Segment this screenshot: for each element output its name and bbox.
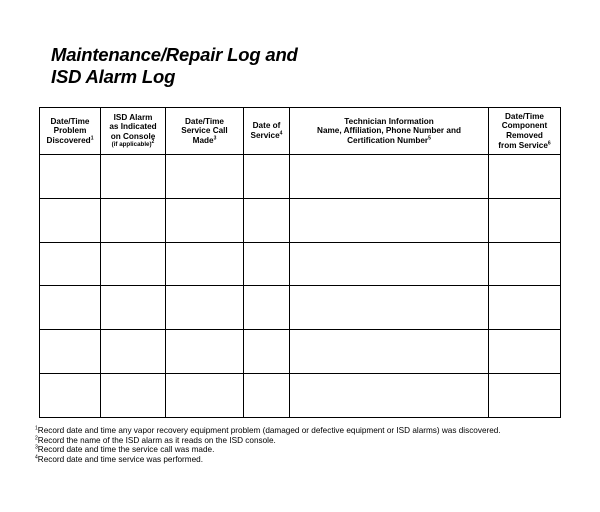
log-entry-cell[interactable] (40, 242, 101, 286)
table-row (40, 198, 561, 242)
log-entry-cell[interactable] (290, 242, 489, 286)
footnote-ref: 6 (547, 139, 551, 146)
col-header-isd-alarm (101, 108, 166, 155)
header-line: Date/Time (50, 116, 90, 126)
header-text: Certification Number (347, 135, 429, 145)
header-line: ISD Alarm (113, 112, 153, 122)
header-text: Service (250, 131, 280, 140)
log-entry-cell[interactable] (166, 330, 244, 374)
log-entry-cell[interactable] (40, 155, 101, 199)
header-text: (if applicable) (111, 141, 152, 149)
col-header-component-removed (489, 108, 561, 155)
footnote-text: Record date and time the service call was made. (37, 445, 215, 455)
footnote-1 (35, 426, 501, 436)
log-entry-cell[interactable] (290, 155, 489, 199)
log-entry-cell[interactable] (489, 374, 561, 418)
footnote-text: Record date and time service was performed. (37, 454, 203, 464)
log-entry-cell[interactable] (489, 286, 561, 330)
form-title-line-2: ISD Alarm Log (51, 66, 176, 87)
footnote-ref: 2 (151, 139, 155, 146)
log-entry-cell[interactable] (489, 198, 561, 242)
table-header-row (40, 108, 561, 155)
header-line: as Indicated (109, 122, 157, 132)
footnote-3 (35, 445, 501, 455)
footnote-text: Record the name of the ISD alarm as it reads on the ISD console. (37, 435, 276, 445)
header-text: Made (192, 135, 214, 145)
footnote-4 (35, 455, 501, 465)
footnote-number: 4 (35, 454, 38, 461)
log-entry-cell[interactable] (101, 330, 166, 374)
log-entry-cell[interactable] (40, 286, 101, 330)
footnote-number: 1 (35, 425, 38, 432)
header-line: Date/Time (505, 111, 544, 121)
footnote-2 (35, 436, 501, 446)
header-line: on Console (110, 131, 156, 141)
header-line (166, 136, 243, 146)
log-entry-cell[interactable] (244, 242, 290, 286)
log-entry-cell[interactable] (244, 330, 290, 374)
col-header-date-time-service-call-made (166, 108, 244, 155)
table-row (40, 155, 561, 199)
header-line (489, 141, 560, 151)
log-entry-cell[interactable] (40, 330, 101, 374)
log-entry-cell[interactable] (166, 374, 244, 418)
table-row (40, 242, 561, 286)
log-entry-cell[interactable] (244, 374, 290, 418)
footnote-number: 3 (35, 444, 38, 451)
log-entry-cell[interactable] (244, 155, 290, 199)
table-row (40, 286, 561, 330)
header-line (40, 136, 100, 146)
header-line: Problem (53, 126, 87, 136)
header-line: Name, Affiliation, Phone Number and (317, 126, 461, 136)
log-entry-cell[interactable] (489, 242, 561, 286)
log-entry-cell[interactable] (40, 198, 101, 242)
log-entry-cell[interactable] (101, 374, 166, 418)
log-entry-cell[interactable] (101, 155, 166, 199)
header-line (290, 136, 488, 146)
footnotes (35, 426, 501, 464)
log-table (39, 107, 561, 418)
log-entry-cell[interactable] (166, 286, 244, 330)
footnote-text: Record date and time any vapor recovery equipment problem (damaged or defective equipment or ISD alarms) was discovered. (37, 426, 501, 435)
log-entry-cell[interactable] (166, 242, 244, 286)
header-line: Date/Time (185, 116, 224, 126)
header-line: Date of (252, 121, 281, 131)
header-line: Service Call (181, 126, 228, 136)
footnote-ref: 5 (428, 135, 431, 142)
log-entry-cell[interactable] (101, 198, 166, 242)
header-line: Removed (506, 131, 543, 140)
log-entry-cell[interactable] (166, 155, 244, 199)
log-entry-cell[interactable] (489, 330, 561, 374)
form-title (51, 44, 298, 88)
table-row (40, 374, 561, 418)
log-entry-cell[interactable] (290, 286, 489, 330)
header-text: Discovered (46, 135, 91, 145)
col-header-date-of-service (244, 108, 290, 155)
log-entry-cell[interactable] (101, 242, 166, 286)
form-title-line-1: Maintenance/Repair Log and (51, 44, 298, 65)
log-entry-cell[interactable] (244, 198, 290, 242)
footnote-ref: 1 (90, 135, 94, 142)
header-line: Component (501, 121, 548, 131)
table-row (40, 330, 561, 374)
header-line (244, 131, 289, 141)
header-line (101, 141, 165, 149)
log-entry-cell[interactable] (166, 198, 244, 242)
log-entry-cell[interactable] (290, 198, 489, 242)
log-entry-cell[interactable] (244, 286, 290, 330)
header-line: Technician Information (344, 116, 434, 126)
header-text: from Service (498, 140, 548, 150)
log-entry-cell[interactable] (489, 155, 561, 199)
log-entry-cell[interactable] (290, 374, 489, 418)
col-header-date-time-problem-discovered (40, 108, 101, 155)
footnote-number: 2 (35, 434, 38, 441)
col-header-technician-information (290, 108, 489, 155)
log-entry-cell[interactable] (290, 330, 489, 374)
log-entry-cell[interactable] (40, 374, 101, 418)
log-table-body (40, 155, 561, 418)
log-entry-cell[interactable] (101, 286, 166, 330)
footnote-ref: 4 (279, 130, 283, 137)
footnote-ref: 3 (213, 135, 217, 142)
